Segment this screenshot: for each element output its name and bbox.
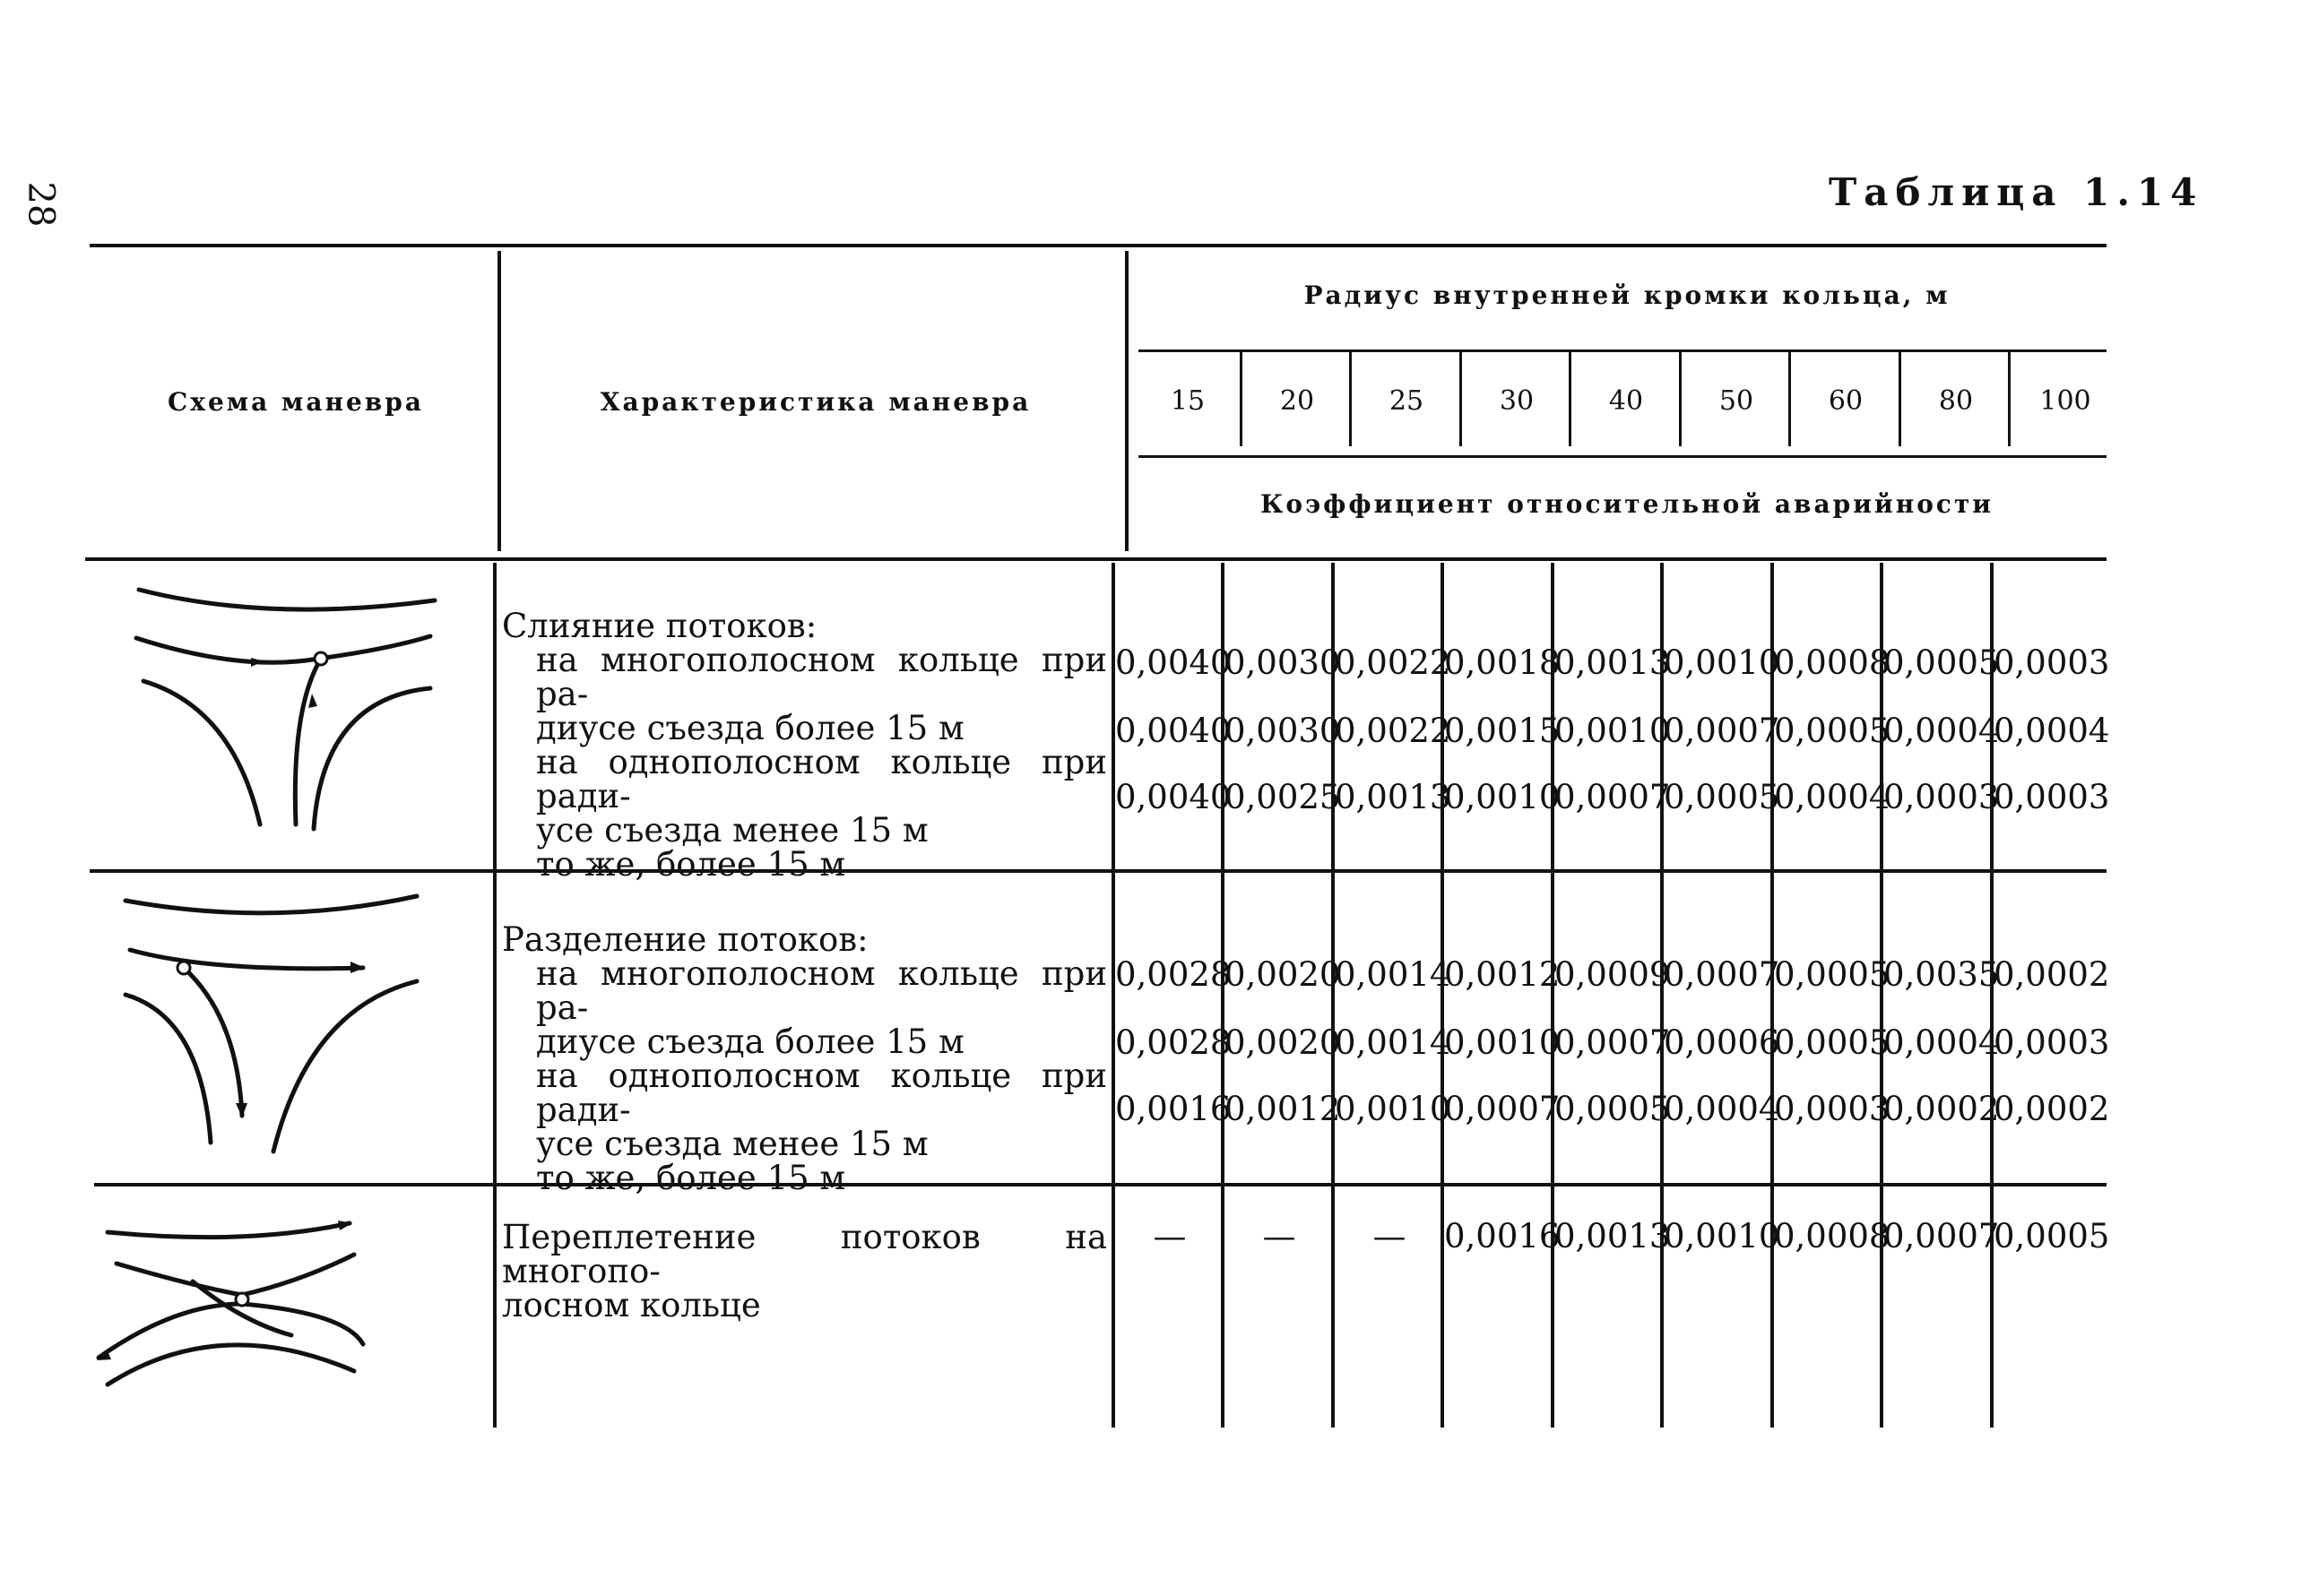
value-cell: 0,0035 — [1883, 955, 2000, 994]
value-cell: 0,0030 — [1224, 643, 1341, 682]
radius-value: 100 — [2039, 385, 2091, 417]
value-cell: 0,0002 — [1994, 1090, 2110, 1128]
value-cell: 0,0028 — [1115, 1023, 1232, 1062]
table-top-rule — [90, 244, 2107, 247]
row-diverge-line: на многополосном кольце при ра- — [536, 954, 1107, 1027]
value-cell: — — [1262, 1217, 1296, 1255]
merge-flows-icon — [117, 574, 457, 842]
value-cell: 0,0025 — [1224, 778, 1341, 816]
value-cell: 0,0003 — [1994, 643, 2110, 682]
radius-value: 15 — [1170, 385, 1206, 417]
value-cell: 0,0005 — [1664, 778, 1780, 816]
value-cell: 0,0004 — [1883, 712, 2000, 750]
value-cell: 0,0010 — [1444, 1023, 1561, 1062]
row-diverge-line: то же, более 15 м — [536, 1159, 846, 1197]
body-divider-value — [1441, 563, 1444, 1428]
body-divider-value — [1112, 563, 1115, 1428]
value-cell: 0,0006 — [1664, 1023, 1780, 1062]
radius-divider — [1899, 349, 1901, 446]
body-divider-value — [1880, 563, 1883, 1428]
value-cell: 0,0003 — [1883, 778, 2000, 816]
value-cell: 0,0010 — [1664, 643, 1780, 682]
radius-value: 20 — [1279, 385, 1315, 417]
value-cell: 0,0004 — [1664, 1090, 1780, 1128]
value-cell: 0,0008 — [1774, 1217, 1890, 1255]
col-scheme-header: Схема маневра — [168, 387, 424, 417]
row-diverge-line: усе съезда менее 15 м — [536, 1125, 929, 1163]
radius-group-header: Радиус внутренней кромки кольца, м — [1303, 280, 1951, 310]
row-diverge-line: на однополосном кольце при ради- — [536, 1057, 1107, 1129]
diverge-flows-icon — [112, 883, 435, 1160]
value-cell: 0,0007 — [1554, 1023, 1671, 1062]
value-cell: 0,0010 — [1335, 1090, 1451, 1128]
value-cell: 0,0004 — [1883, 1023, 2000, 1062]
value-cell: 0,0007 — [1554, 778, 1671, 816]
value-cell: 0,0012 — [1444, 955, 1561, 994]
radius-divider — [1240, 349, 1242, 446]
value-cell: 0,0007 — [1444, 1090, 1561, 1128]
radius-value: 50 — [1718, 385, 1754, 417]
value-cell: 0,0028 — [1115, 955, 1232, 994]
body-divider-value — [1660, 563, 1664, 1428]
value-cell: 0,0018 — [1444, 643, 1561, 682]
radius-divider — [1349, 349, 1352, 446]
value-cell: 0,0022 — [1335, 643, 1451, 682]
radius-value: 25 — [1389, 385, 1424, 417]
body-divider-value — [1221, 563, 1224, 1428]
radius-value: 40 — [1608, 385, 1644, 417]
value-cell: 0,0040 — [1115, 643, 1232, 682]
row-diverge-title: Разделение потоков: — [502, 920, 869, 959]
value-cell: 0,0004 — [1994, 712, 2110, 750]
value-cell: 0,0010 — [1554, 712, 1671, 750]
value-cell: 0,0013 — [1554, 1217, 1671, 1255]
value-cell: 0,0009 — [1554, 955, 1671, 994]
value-cell: 0,0015 — [1444, 712, 1561, 750]
header-bottom-rule — [85, 557, 2107, 561]
body-divider-value — [1331, 563, 1335, 1428]
radius-value: 80 — [1938, 385, 1974, 417]
radius-divider — [1679, 349, 1682, 446]
value-cell: 0,0003 — [1994, 778, 2110, 816]
coefficient-header: Коэффициент относительной аварийности — [1259, 489, 1994, 519]
radius-value: 60 — [1828, 385, 1864, 417]
row-merge-line: на однополосном кольце при ради- — [536, 743, 1107, 815]
value-cell: 0,0016 — [1115, 1090, 1232, 1128]
value-cell: 0,0016 — [1444, 1217, 1561, 1255]
value-cell: 0,0020 — [1224, 1023, 1341, 1062]
weaving-flows-icon — [85, 1201, 390, 1389]
row-diverge-description — [502, 920, 1107, 1197]
body-divider-value — [1551, 563, 1554, 1428]
row-merge-description — [502, 609, 1107, 882]
radius-divider — [1459, 349, 1462, 446]
value-cell: — — [1372, 1217, 1406, 1255]
value-cell: 0,0013 — [1554, 643, 1671, 682]
value-cell: 0,0012 — [1224, 1090, 1341, 1128]
row-diverge-line: диусе съезда более 15 м — [536, 1022, 965, 1061]
value-cell: 0,0005 — [1883, 643, 2000, 682]
row-merge-line: на многополосном кольце при ра- — [536, 641, 1107, 713]
row-merge-line: диусе съезда более 15 м — [536, 709, 965, 747]
value-cell: 0,0004 — [1774, 778, 1890, 816]
value-cell: 0,0005 — [1994, 1217, 2110, 1255]
header-divider-scheme — [497, 251, 501, 551]
value-cell: 0,0013 — [1335, 778, 1451, 816]
value-cell: 0,0014 — [1335, 955, 1451, 994]
body-divider-scheme — [493, 563, 497, 1428]
row-weaving-line: лосном кольце — [502, 1286, 761, 1324]
radius-value: 30 — [1499, 385, 1535, 417]
body-divider-value — [1990, 563, 1994, 1428]
page-number: 28 — [20, 181, 62, 228]
value-cell: 0,0022 — [1335, 712, 1451, 750]
radius-values-rule — [1138, 455, 2107, 458]
row-merge-line: то же, более 15 м — [536, 845, 846, 884]
row-merge-title: Слияние потоков: — [502, 607, 818, 645]
value-cell: 0,0007 — [1883, 1217, 2000, 1255]
value-cell: 0,0003 — [1774, 1090, 1890, 1128]
value-cell: 0,0010 — [1444, 778, 1561, 816]
value-cell: 0,0008 — [1774, 643, 1890, 682]
value-cell: 0,0040 — [1115, 778, 1232, 816]
value-cell: — — [1153, 1217, 1187, 1255]
value-cell: 0,0002 — [1994, 955, 2110, 994]
value-cell: 0,0030 — [1224, 712, 1341, 750]
value-cell: 0,0005 — [1774, 1023, 1890, 1062]
value-cell: 0,0005 — [1774, 712, 1890, 750]
radius-divider — [1569, 349, 1571, 446]
col-characteristic-header: Характеристика маневра — [600, 387, 1032, 417]
value-cell: 0,0040 — [1115, 712, 1232, 750]
row-weaving-line: Переплетение потоков на многопо- — [502, 1218, 1107, 1290]
value-cell: 0,0007 — [1664, 955, 1780, 994]
radius-divider — [1788, 349, 1791, 446]
header-divider-characteristic — [1125, 251, 1129, 551]
value-cell: 0,0003 — [1994, 1023, 2110, 1062]
value-cell: 0,0010 — [1664, 1217, 1780, 1255]
row-weaving-description — [502, 1218, 1107, 1324]
value-cell: 0,0014 — [1335, 1023, 1451, 1062]
value-cell: 0,0007 — [1664, 712, 1780, 750]
value-cell: 0,0005 — [1774, 955, 1890, 994]
value-cell: 0,0002 — [1883, 1090, 2000, 1128]
radius-group-rule — [1138, 349, 2107, 352]
table-title: Таблица 1.14 — [1829, 170, 2204, 214]
body-divider-value — [1770, 563, 1774, 1428]
radius-divider — [2008, 349, 2011, 446]
row-merge-line: усе съезда менее 15 м — [536, 811, 929, 850]
value-cell: 0,0020 — [1224, 955, 1341, 994]
value-cell: 0,0005 — [1554, 1090, 1671, 1128]
